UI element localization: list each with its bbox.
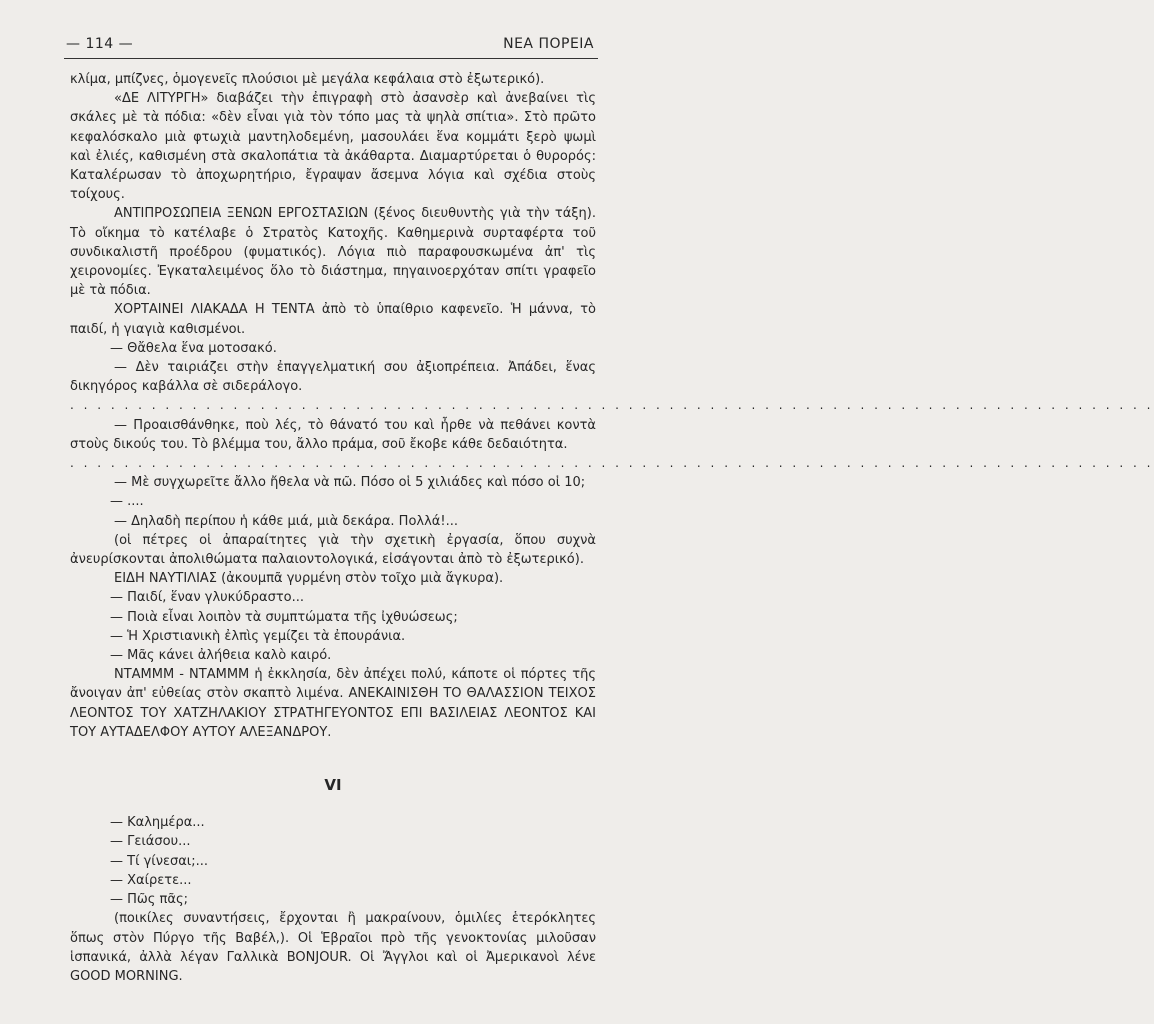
paragraph: ΧΟΡΤΑΙΝΕΙ ΛΙΑΚΑΔΑ Η ΤΕΝΤΑ ἀπὸ τὸ ὑπαίθριο καφενεῖο. Ἡ μάννα, τὸ παιδί, ἡ γιαγιὰ καθισμένοι. [70, 302, 596, 337]
dialogue-line: — Ἡ Χριστιανικὴ ἐλπὶς γεμίζει τὰ ἐπουράνια. [110, 628, 406, 644]
dialogue-line: — Προαισθάνθηκε, ποὺ λές, τὸ θάνατό του καὶ ἦρθε νὰ πεθάνει κοντὰ στοὺς δικούς του. Τὸ βλέμμα του, ἄλλο πράμα, σοῦ ἔκοβε κάθε δεδαιότητα. [70, 417, 596, 452]
dialogue-line: — Τί γίνεσαι;... [110, 853, 208, 869]
page-number: — 114 — [66, 36, 134, 52]
paragraph: κλίμα, μπίζνες, ὁμογενεῖς πλούσιοι μὲ μεγάλα κεφάλαια στὸ ἐξωτερικό). [70, 72, 545, 87]
dialogue-line: — .... [110, 494, 144, 510]
dialogue-line: — Πῶς πᾶς; [110, 892, 188, 908]
paragraph: (ποικίλες συναντήσεις, ἔρχονται ἢ μακραίνουν, ὁμιλίες ἑτερόκλητες ὅπως στὸν Πύργο τῆς Βαβέλ,). Οἱ Ἑβραῖοι πρὸ τῆς γενοκτονίας μιλοῦσαν ἱσπανικά, ἀλλὰ λέγαν Γαλλικὰ BONJOUR. Οἱ Ἄγγλοι καὶ οἱ Ἀμερικανοὶ λένε GOOD MORNING. [70, 911, 596, 984]
dialogue-line: — Δηλαδὴ περίπου ἡ κάθε μιά, μιὰ δεκάρα. Πολλά!... [114, 513, 458, 529]
dialogue-line: — Παιδί, ἕναν γλυκύδραστο... [110, 590, 305, 606]
dialogue-line: — Μὲ συγχωρεῖτε ἄλλο ἤθελα νὰ πῶ. Πόσο οἱ 5 χιλιάδες καὶ πόσο οἱ 10; [114, 475, 586, 491]
paragraph: ΕΙΔΗ ΝΑΥΤΙΛΙΑΣ (ἀκουμπᾶ γυρμένη στὸν τοῖχο μιὰ ἄγκυρα). [114, 571, 504, 587]
section-heading: VI [324, 776, 342, 795]
page-header [66, 36, 594, 58]
running-title: ΝΕΑ ΠΟΡΕΙΑ [503, 36, 594, 52]
paragraph: ΑΝΤΙΠΡΟΣΩΠΕΙΑ ΞΕΝΩΝ ΕΡΓΟΣΤΑΣΙΩΝ (ξένος διευθυντὴς γιὰ τὴν τάξη). Τὸ οἴκημα τὸ κατέλαβε ὁ Στρατὸς Κατοχῆς. Καθημερινὰ συρταφέρτα τοῦ συνδικαλιστῆ προέδρου (φυματικός). Λόγια πιὸ παραφουσκωμένα ἀπ' τὶς χειρονομίες. Ἐγκαταλειμένος ὅλο τὸ διάστημα, πηγαινοερχόταν σπίτι γραφεῖο μὲ τὰ πόδια. [70, 206, 596, 299]
dialogue-line: — Δὲν ταιριάζει στὴν ἐπαγγελματική σου ἀξιοπρέπεια. Ἀπάδει, ἕνας δικηγόρος καβάλλα σὲ σιδεράλογο. [70, 360, 596, 395]
paragraph: (οἱ πέτρες οἱ ἀπαραίτητες γιὰ τὴν σχετικὴ ἐργασία, ὅπου συχνὰ ἀνευρίσκονται ἀπολιθώματα παλαιοντολογικά, εἰσάγονται ἀπὸ τὸ ἐξωτερικό). [70, 532, 596, 568]
ellipsis-row: . . . . . . . . . . . . . . . . . . . . . . . . . . . . . . . . . . . . . . . . . . . . . . . . . . . . . . . . . . . . . . . . . . . . . . . . . . . . . . . . [70, 456, 1154, 471]
paragraph: «ΔΕ ΛΙΤΥΡΓΗ» διαβάζει τὴν ἐπιγραφὴ στὸ ἀσανσὲρ καὶ ἀνεβαίνει τὶς σκάλες μὲ τὰ πόδια: «δὲν εἶναι γιὰ τὸν τόπο μας τὰ ψηλὰ σπίτια». Στὸ πρῶτο κεφαλόσκαλο μιὰ φτωχιὰ μαντηλοδεμένη, μασουλάει ἕνα κομμάτι ξερὸ ψωμὶ καὶ ἐλιές, καθισμένη στὰ σκαλοπάτια τὰ ἀκάθαρτα. Διαμαρτύρεται ὁ θυρορός: Καταλέρωσαν τὸ ἀποχωρητήριο, ἔγραψαν ἄσεμνα λόγια καὶ σχέδια στοὺς τοίχους. [70, 91, 596, 203]
dialogue-line: — Χαίρετε... [110, 872, 192, 888]
paragraph: ΝΤΑΜΜΜ - ΝΤΑΜΜΜ ἡ ἐκκλησία, δὲν ἀπέχει πολύ, κάποτε οἱ πόρτες τῆς ἄνοιγαν ἀπ' εὐθείας στὸν σκαπτὸ λιμένα. ΑΝΕΚΑΙΝΙΣΘΗ ΤΟ ΘΑΛΑΣΣΙΟΝ ΤΕΙΧΟΣ ΛΕΟΝΤΟΣ ΤΟΥ ΧΑΤΖΗΛΑΚΙΟΥ ΣΤΡΑΤΗΓΕΥΟΝΤΟΣ ΕΠΙ ΒΑΣΙΛΕΙΑΣ ΛΕΟΝΤΟΣ ΚΑΙ ΤΟΥ ΑΥΤΑΔΕΛΦΟΥ ΑΥΤΟΥ ΑΛΕΞΑΝΔΡΟΥ. [70, 667, 596, 740]
dialogue-line: — Γειάσου... [110, 834, 191, 850]
dialogue-line: — Μᾶς κάνει ἀλήθεια καλὸ καιρό. [110, 648, 332, 664]
dialogue-line: — Ποιὰ εἶναι λοιπὸν τὰ συμπτώματα τῆς ἰχθυώσεως; [110, 609, 458, 625]
dialogue-line: — Θἄθελα ἕνα μοτοσακό. [110, 340, 277, 356]
body-text [70, 70, 1154, 986]
header-rule [64, 58, 598, 59]
ellipsis-row: . . . . . . . . . . . . . . . . . . . . . . . . . . . . . . . . . . . . . . . . . . . . . . . . . . . . . . . . . . . . . . . . . . . . . . . . . . . . . . . . [70, 398, 1154, 413]
dialogue-line: — Καλημέρα... [110, 815, 205, 831]
